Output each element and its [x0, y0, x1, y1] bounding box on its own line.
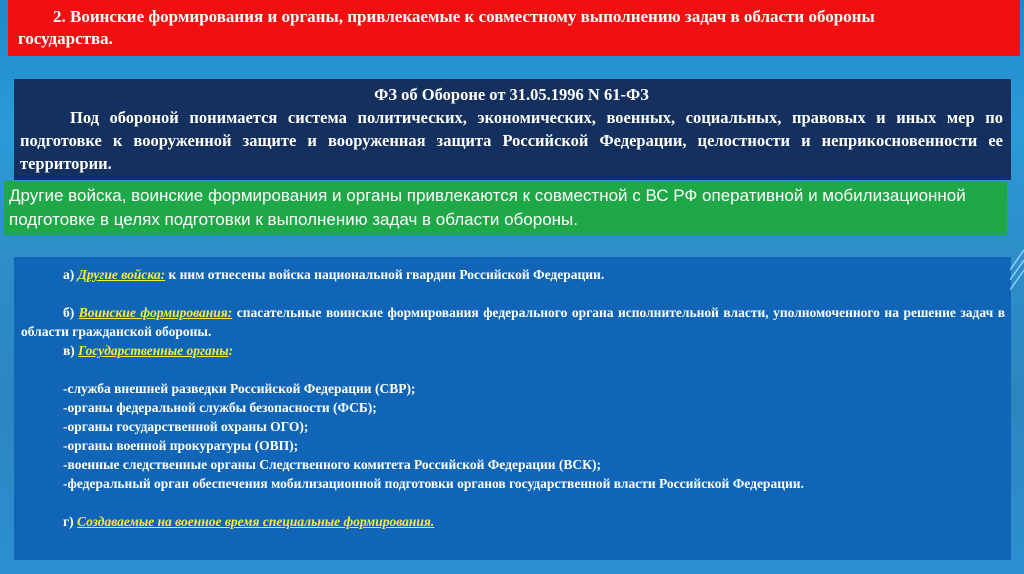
body-item: -органы военной прокуратуры (ОВП); [63, 438, 299, 453]
slide-title [8, 0, 1020, 56]
body-item: -органы федеральной службы безопасности (ФСБ); [63, 400, 377, 415]
item-c-prefix: в) [63, 343, 75, 358]
spacer [21, 493, 1005, 512]
item-d-term: Создаваемые на военное время специальные формирования. [77, 514, 435, 529]
item-d [21, 512, 1005, 531]
item-b-text: спасательные воинские формирования федерального органа исполнительной власти, уполномоченного на решение задач в области гражданской обороны. [21, 305, 1005, 339]
body-item: -федеральный орган обеспечения мобилизационной подготовки органов государственной власти Российской Федерации. [63, 476, 804, 491]
item-c-colon: : [228, 343, 234, 358]
item-a-prefix: а) [63, 267, 75, 282]
item-b [21, 303, 1005, 341]
item-a-term: Другие войска: [77, 267, 166, 282]
item-b-prefix: б) [63, 305, 75, 320]
item-a-text: к ним отнесены войска национальной гвардии Российской Федерации. [165, 267, 605, 282]
law-definition-box [14, 79, 1011, 180]
spacer [21, 360, 1005, 379]
decorative-lines-icon [1010, 240, 1024, 300]
spacer [21, 284, 1005, 303]
formations-list-box [14, 257, 1011, 560]
item-c-term: Государственные органы [78, 343, 229, 358]
item-b-term: Воинские формирования: [78, 305, 233, 320]
law-heading: ФЗ об Обороне от 31.05.1996 N 61-ФЗ [374, 85, 649, 104]
law-text: Под обороной понимается система политических, экономических, военных, социальных, правовых и иных мер по подготовке к вооруженной защите и вооруженная защита Российской Федерации, целостности и неприкосновенности ее территории. [20, 108, 1003, 173]
body-item: -органы государственной охраны ОГО); [63, 419, 309, 434]
body-item: -служба внешней разведки Российской Федерации (СВР); [63, 381, 416, 396]
item-a [21, 265, 1005, 284]
item-c [21, 341, 1005, 360]
body-item: -военные следственные органы Следственного комитета Российской Федерации (ВСК); [63, 457, 601, 472]
title-line-1: 2. Воинские формирования и органы, привлекаемые к совместному выполнению задач в области обороны [53, 7, 875, 26]
title-line-2: государства. [18, 29, 113, 48]
item-d-prefix: г) [63, 514, 74, 529]
green-note: Другие войска, воинские формирования и органы привлекаются к совместной с ВС РФ оперативной и мобилизационной подготовке в целях подготовки к выполнению задач в области обороны. [4, 181, 1007, 235]
